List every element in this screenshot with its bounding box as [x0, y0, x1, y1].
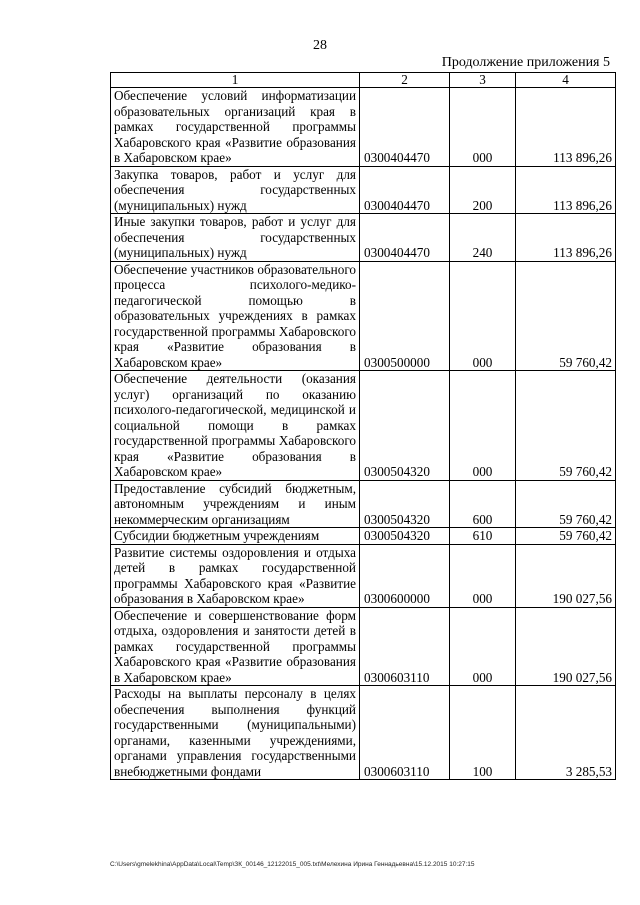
row-amount: 59 760,42 — [516, 480, 616, 528]
row-description: Обеспечение деятельности (оказания услуг) организаций по оказанию психолого-педагогической, медицинской и социальной помощи в рамках государственной программы Хабаровского края «Развитие образования в Хабаровском крае» — [111, 371, 360, 481]
row-expense-type: 610 — [450, 528, 516, 545]
row-expense-type: 000 — [450, 371, 516, 481]
row-code: 0300600000 — [360, 544, 450, 607]
row-description: Иные закупки товаров, работ и услуг для обеспечения государственных (муниципальных) нужд — [111, 214, 360, 262]
row-code: 0300404470 — [360, 166, 450, 214]
table-row — [111, 686, 616, 780]
row-code: 0300404470 — [360, 214, 450, 262]
row-amount: 59 760,42 — [516, 261, 616, 371]
row-description: Субсидии бюджетным учреждениям — [111, 528, 360, 545]
table-row — [111, 607, 616, 686]
row-amount: 113 896,26 — [516, 88, 616, 167]
header-cell-3: 3 — [450, 73, 516, 88]
table-row — [111, 88, 616, 167]
row-expense-type: 240 — [450, 214, 516, 262]
row-description: Предоставление субсидий бюджетным, автономным учреждениям и иным некоммерческим организациям — [111, 480, 360, 528]
table-row — [111, 261, 616, 371]
table-row — [111, 214, 616, 262]
row-expense-type: 000 — [450, 544, 516, 607]
file-path-footer: C:\Users\gmelekhina\AppData\Local\Temp\ЗК_00146_12122015_005.txt\Мелехина Ирина Геннадьевна\15.12.2015 10:27:15 — [110, 861, 475, 868]
row-amount: 190 027,56 — [516, 544, 616, 607]
row-code: 0300504320 — [360, 371, 450, 481]
row-expense-type: 600 — [450, 480, 516, 528]
row-expense-type: 100 — [450, 686, 516, 780]
row-code: 0300404470 — [360, 88, 450, 167]
row-code: 0300504320 — [360, 480, 450, 528]
row-description: Расходы на выплаты персоналу в целях обеспечения выполнения функций государственными (муниципальными) органами, казенными учреждениями, органами управления государственными внебюджетными фондами — [111, 686, 360, 780]
budget-table — [110, 72, 616, 780]
table-row — [111, 480, 616, 528]
row-expense-type: 000 — [450, 607, 516, 686]
header-cell-2: 2 — [360, 73, 450, 88]
row-amount: 59 760,42 — [516, 528, 616, 545]
page-number: 28 — [313, 38, 327, 53]
table-row — [111, 371, 616, 481]
row-amount: 59 760,42 — [516, 371, 616, 481]
header-cell-4: 4 — [516, 73, 616, 88]
table-row — [111, 166, 616, 214]
table-row — [111, 544, 616, 607]
row-expense-type: 000 — [450, 261, 516, 371]
row-amount: 190 027,56 — [516, 607, 616, 686]
table-row — [111, 528, 616, 545]
table-header-row — [111, 73, 616, 88]
row-amount: 113 896,26 — [516, 214, 616, 262]
row-description: Развитие системы оздоровления и отдыха детей в рамках государственной программы Хабаровского края «Развитие образования в Хабаровском крае» — [111, 544, 360, 607]
row-amount: 113 896,26 — [516, 166, 616, 214]
row-description: Обеспечение условий информатизации образовательных организаций края в рамках государственной программы Хабаровского края «Развитие образования в Хабаровском крае» — [111, 88, 360, 167]
header-cell-1: 1 — [111, 73, 360, 88]
row-code: 0300500000 — [360, 261, 450, 371]
row-description: Обеспечение участников образовательного процесса психолого-медико-педагогической помощью в образовательных учреждениях в рамках государственной программы Хабаровского края «Развитие образования в Хабаровском крае» — [111, 261, 360, 371]
row-expense-type: 000 — [450, 88, 516, 167]
row-expense-type: 200 — [450, 166, 516, 214]
continuation-note: Продолжение приложения 5 — [441, 55, 610, 70]
row-description: Закупка товаров, работ и услуг для обеспечения государственных (муниципальных) нужд — [111, 166, 360, 214]
row-code: 0300603110 — [360, 607, 450, 686]
row-code: 0300603110 — [360, 686, 450, 780]
row-code: 0300504320 — [360, 528, 450, 545]
row-description: Обеспечение и совершенствование форм отдыха, оздоровления и занятости детей в рамках государственной программы Хабаровского края «Развитие образования в Хабаровском крае» — [111, 607, 360, 686]
row-amount: 3 285,53 — [516, 686, 616, 780]
